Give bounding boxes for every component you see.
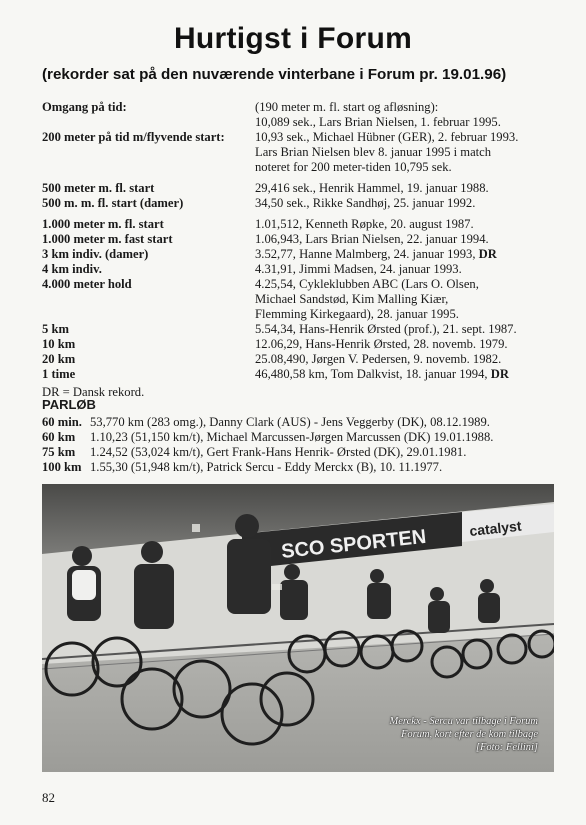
banner-sco-text: SCO SPORTEN xyxy=(280,525,428,563)
caption-line-1: Merckx - Sercu var tilbage i Forum xyxy=(389,716,538,727)
page-number: 82 xyxy=(42,790,55,805)
record-value-line: 25.08,490, Jørgen V. Pedersen, 9. novemb. 1982. xyxy=(255,352,502,366)
parlob-heading: PARLØB xyxy=(42,397,96,412)
record-label: Omgang på tid: xyxy=(42,100,127,114)
photo-caption xyxy=(389,715,538,754)
record-label: 5 km xyxy=(42,322,69,336)
dansk-rekord-tag: DR xyxy=(478,247,497,261)
record-label: 3 km indiv. (damer) xyxy=(42,247,149,261)
parlob-distance: 100 km xyxy=(42,460,82,474)
dr-note: DR = Dansk rekord. xyxy=(42,385,145,399)
record-label: 1.000 meter m. fast start xyxy=(42,232,173,246)
cycling-photo xyxy=(42,484,554,772)
record-value-line: 10,089 sek., Lars Brian Nielsen, 1. februar 1995. xyxy=(255,115,501,129)
page-subtitle: (rekorder sat på den nuværende vinterbane i Forum pr. 19.01.96) xyxy=(42,66,507,83)
banner-catalyst-text: catalyst xyxy=(468,517,523,539)
record-value-line: 10,93 sek., Michael Hübner (GER), 2. februar 1993. xyxy=(255,130,519,144)
record-label: 4 km indiv. xyxy=(42,262,102,276)
record-value-line: Flemming Kirkegaard), 28. januar 1995. xyxy=(255,307,459,321)
caption-line-2: Forum, kort efter de kom tilbage xyxy=(400,729,538,740)
record-label: 500 m. m. fl. start (damer) xyxy=(42,196,184,210)
record-label: 1.000 meter m. fl. start xyxy=(42,217,164,231)
record-value-line: 5.54,34, Hans-Henrik Ørsted (prof.), 21. sept. 1987. xyxy=(255,322,517,336)
record-value-line: 1.01,512, Kenneth Røpke, 20. august 1987. xyxy=(255,217,474,231)
record-value-line: 4.31,91, Jimmi Madsen, 24. januar 1993. xyxy=(255,262,462,276)
record-label: 20 km xyxy=(42,352,76,366)
record-value-line: 34,50 sek., Rikke Sandhøj, 25. januar 1992. xyxy=(255,196,476,210)
record-label: 200 meter på tid m/flyvende start: xyxy=(42,130,225,144)
parlob-distance: 75 km xyxy=(42,445,76,459)
record-value-line: 46,480,58 km, Tom Dalkvist, 18. januar 1994, DR xyxy=(255,367,509,381)
page-title: Hurtigst i Forum xyxy=(173,22,413,55)
record-label: 500 meter m. fl. start xyxy=(42,181,155,195)
parlob-distance: 60 km xyxy=(42,430,76,444)
record-value-line: Michael Sandstød, Kim Malling Kiær, xyxy=(255,292,449,306)
parlob-result: 1.10,23 (51,150 km/t), Michael Marcussen-Jørgen Marcussen (DK) 19.01.1988. xyxy=(90,430,494,444)
parlob-result: 1.24,52 (53,024 km/t), Gert Frank-Hans Henrik- Ørsted (DK), 29.01.1981. xyxy=(90,445,467,459)
parlob-result: 53,770 km (283 omg.), Danny Clark (AUS) - Jens Veggerby (DK), 08.12.1989. xyxy=(90,415,490,429)
record-value-line: Lars Brian Nielsen blev 8. januar 1995 i match xyxy=(255,145,492,159)
record-value-line: 12.06,29, Hans-Henrik Ørsted, 28. novemb. 1979. xyxy=(255,337,508,351)
record-label: 4.000 meter hold xyxy=(42,277,132,291)
parlob-result: 1.55,30 (51,948 km/t), Patrick Sercu - Eddy Merckx (B), 10. 11.1977. xyxy=(90,460,443,474)
parlob-distance: 60 min. xyxy=(42,415,82,429)
dansk-rekord-tag: DR xyxy=(490,367,509,381)
record-label: 10 km xyxy=(42,337,76,351)
record-value-line: 4.25,54, Cykleklubben ABC (Lars O. Olsen, xyxy=(255,277,479,291)
record-value-line: 1.06,943, Lars Brian Nielsen, 22. januar 1994. xyxy=(255,232,489,246)
record-value-line: noteret for 200 meter-tiden 10,795 sek. xyxy=(255,160,452,174)
record-value-line: 29,416 sek., Henrik Hammel, 19. januar 1988. xyxy=(255,181,489,195)
caption-line-3: [Foto: Fellini] xyxy=(475,742,538,753)
record-value-line: 3.52,77, Hanne Malmberg, 24. januar 1993, DR xyxy=(255,247,497,261)
record-value-line: (190 meter m. fl. start og afløsning): xyxy=(255,100,439,114)
record-label: 1 time xyxy=(42,367,76,381)
